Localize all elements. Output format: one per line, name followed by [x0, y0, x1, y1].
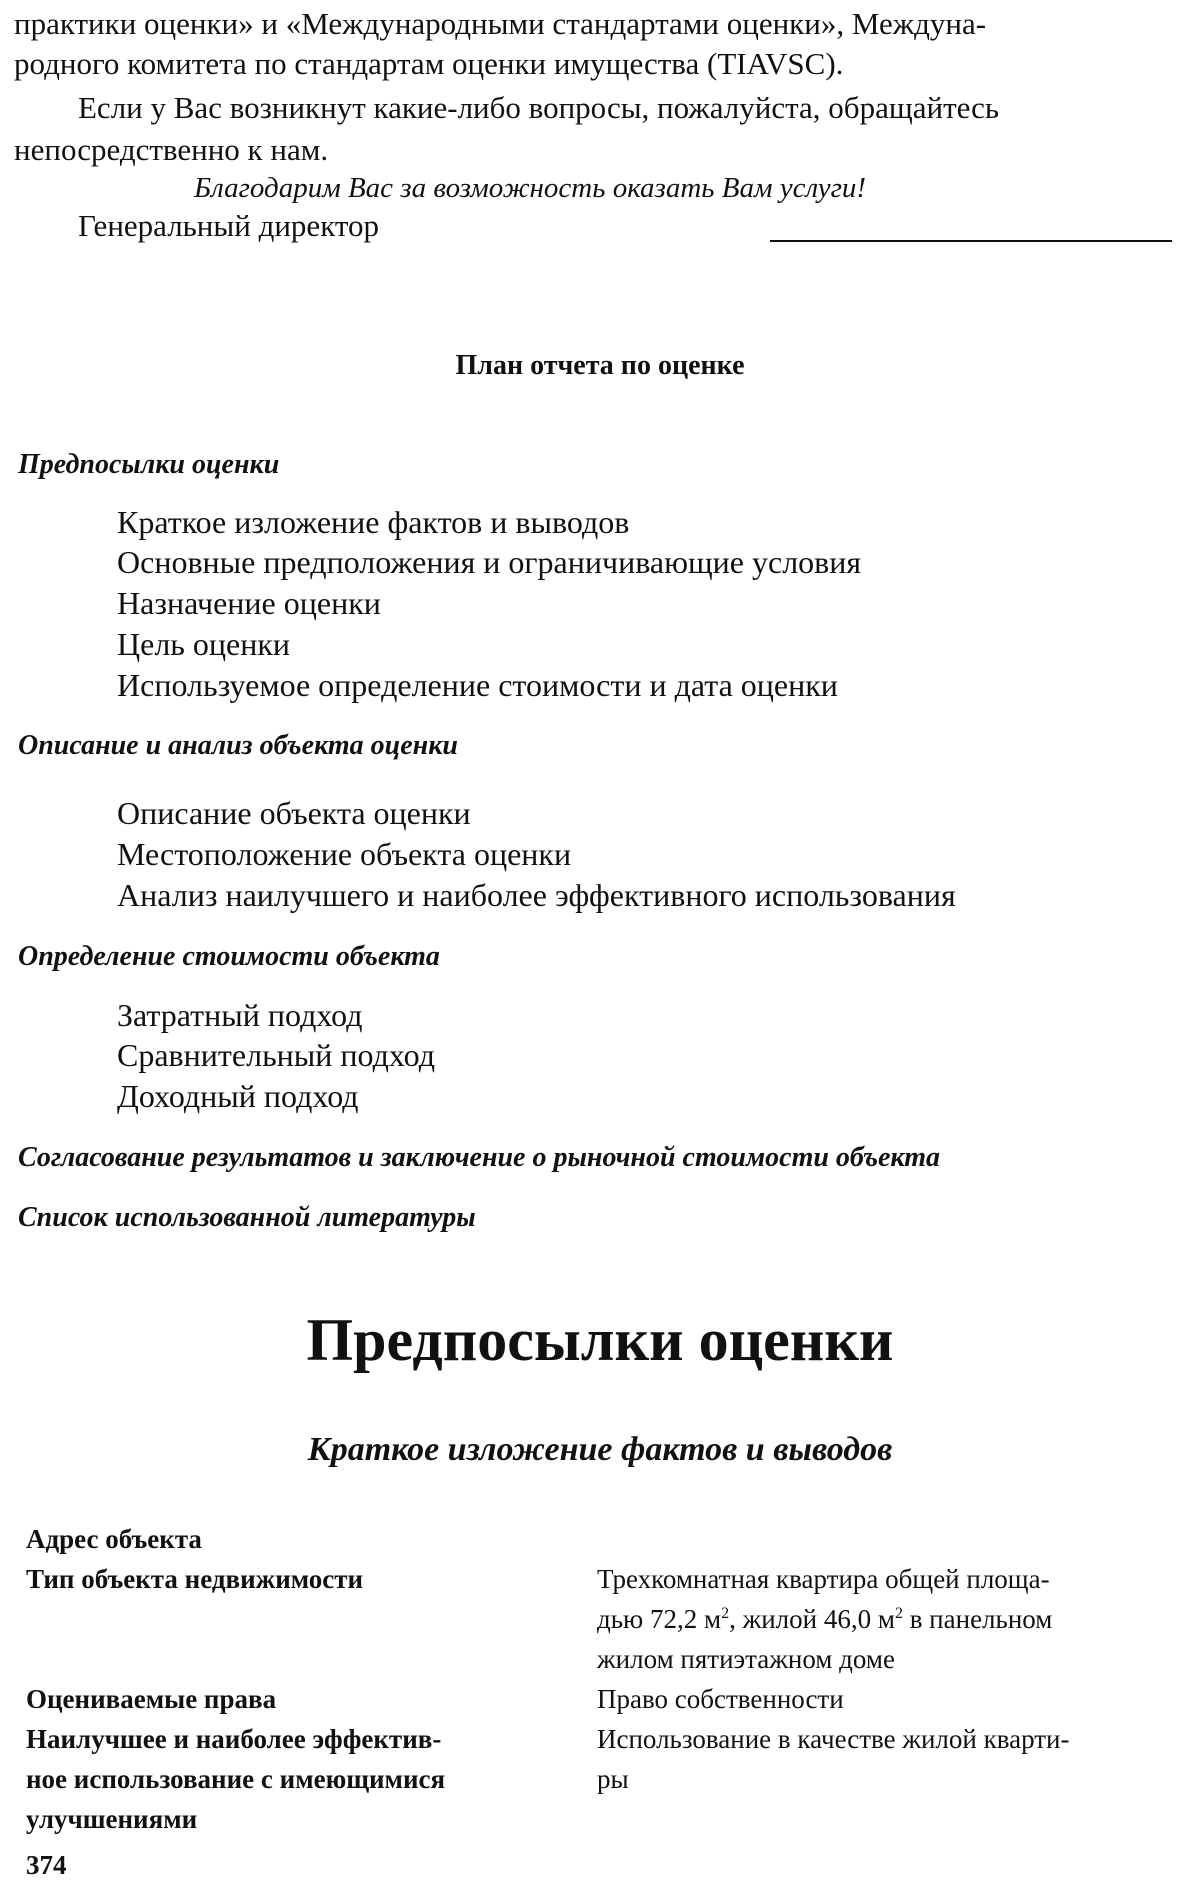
plan-item: Анализ наилучшего и наиболее эффективного использования: [117, 877, 956, 913]
signature-line: [770, 240, 1172, 242]
facts-label: Адрес объекта: [26, 1524, 202, 1554]
plan-item: Сравнительный подход: [117, 1037, 436, 1073]
facts-value-part: в панельном: [902, 1604, 1053, 1634]
plan-section-title: Предпосылки оценки: [18, 449, 280, 480]
plan-item: Цель оценки: [117, 626, 290, 662]
facts-label: Наилучшее и наиболее эффектив-: [26, 1724, 442, 1754]
superscript: 2: [721, 1605, 730, 1622]
plan-item: Доходный подход: [117, 1078, 359, 1114]
letter-line: родного комитета по стандартам оценки имущества (TIAVSC).: [14, 46, 844, 81]
plan-section-title: Согласование результатов и заключение о рыночной стоимости объекта: [18, 1142, 940, 1173]
facts-value: Трехкомнатная квартира общей площа-: [597, 1564, 1050, 1594]
facts-label: Тип объекта недвижимости: [26, 1564, 364, 1594]
facts-value: жилом пятиэтажном доме: [597, 1644, 895, 1674]
letter-thanks: Благодарим Вас за возможность оказать Вам услуги!: [194, 172, 867, 204]
letter-signatory: Генеральный директор: [78, 208, 379, 243]
letter-line: непосредственно к нам.: [14, 132, 329, 167]
facts-value: Право собственности: [597, 1684, 844, 1714]
facts-value-part: , жилой 46,0 м: [729, 1604, 895, 1634]
letter-line: практики оценки» и «Международными стандартами оценки», Междуна-: [14, 6, 987, 41]
plan-section-title: Определение стоимости объекта: [18, 941, 440, 972]
plan-section-title: Список использованной литературы: [18, 1202, 476, 1233]
facts-label: Оцениваемые права: [26, 1684, 277, 1714]
facts-value-part: дью 72,2 м: [597, 1604, 722, 1634]
chapter-subtitle: Краткое изложение фактов и выводов: [307, 1431, 893, 1468]
facts-value-area: [597, 1599, 1052, 1639]
facts-value: Использование в качестве жилой кварти-: [597, 1724, 1070, 1754]
superscript: 2: [894, 1605, 903, 1622]
plan-item: Краткое изложение фактов и выводов: [117, 504, 630, 540]
plan-item: Затратный подход: [117, 997, 363, 1033]
plan-item: Назначение оценки: [117, 585, 381, 621]
facts-label: улучшениями: [26, 1804, 198, 1834]
facts-label: ное использование с имеющимися: [26, 1764, 446, 1794]
plan-item: Описание объекта оценки: [117, 795, 471, 831]
facts-value: ры: [597, 1764, 629, 1794]
letter-line: Если у Вас возникнут какие-либо вопросы, пожалуйста, обращайтесь: [78, 90, 1000, 125]
chapter-title: Предпосылки оценки: [306, 1307, 894, 1373]
plan-item: Местоположение объекта оценки: [117, 836, 572, 872]
plan-title: План отчета по оценке: [455, 350, 745, 381]
page-number: 374: [26, 1850, 67, 1880]
plan-item: Используемое определение стоимости и дата оценки: [117, 667, 838, 703]
plan-section-title: Описание и анализ объекта оценки: [18, 730, 458, 761]
plan-item: Основные предположения и ограничивающие условия: [117, 544, 862, 580]
